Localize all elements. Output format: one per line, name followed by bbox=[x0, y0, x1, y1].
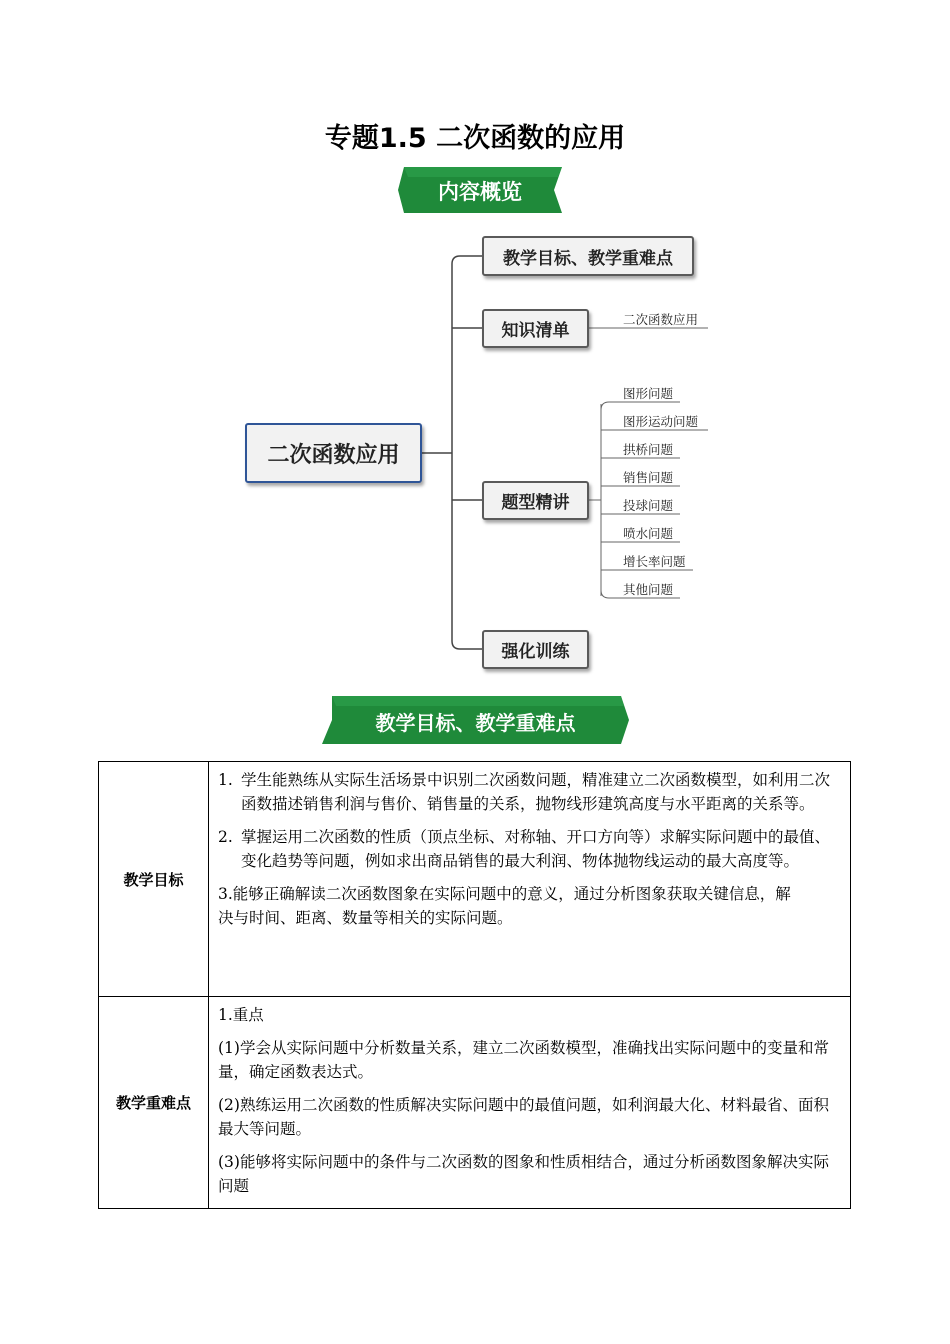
leaf-question-type: 喷水问题 bbox=[623, 526, 674, 541]
row-label-goals: 教学目标 bbox=[99, 762, 209, 997]
leaf-question-type: 拱桥问题 bbox=[623, 442, 674, 457]
paragraph: (3)能够将实际问题中的条件与二次函数的图象和性质相结合，通过分析函数图象解决实际问题 bbox=[218, 1153, 829, 1195]
overview-banner-label: 内容概览 bbox=[438, 180, 522, 204]
item-text: 掌握运用二次函数的性质（顶点坐标、对称轴、开口方向等）求解实际问题中的最值、变化趋势等问题，例如求出商品销售的最大利润、物体抛物线运动的最大高度等。 bbox=[241, 828, 831, 870]
table-row bbox=[99, 762, 851, 997]
branch-goals-node: 教学目标、教学重难点 bbox=[482, 236, 694, 276]
page-title: 专题1.5 二次函数的应用 bbox=[324, 123, 626, 154]
row-label-key-points: 教学重难点 bbox=[99, 997, 209, 1209]
branch-question-types-node: 题型精讲 bbox=[482, 481, 589, 520]
key-points-content bbox=[209, 997, 851, 1209]
paragraph: (2)熟练运用二次函数的性质解决实际问题中的最值问题，如利润最大化、材料最省、面积最大等问题。 bbox=[218, 1096, 829, 1138]
paragraph: (1)学会从实际问题中分析数量关系，建立二次函数模型，准确找出实际问题中的变量和常量，确定函数表达式。 bbox=[218, 1039, 829, 1081]
branch-training-node: 强化训练 bbox=[482, 630, 589, 669]
list-item bbox=[218, 768, 836, 816]
leaf-question-type: 增长率问题 bbox=[623, 554, 686, 569]
item-number: 1. bbox=[218, 771, 233, 789]
list-item bbox=[218, 825, 836, 873]
goals-table bbox=[98, 761, 851, 1209]
leaf-question-type: 销售问题 bbox=[623, 470, 674, 485]
mindmap-root-node: 二次函数应用 bbox=[245, 423, 422, 483]
goals-banner-label: 教学目标、教学重难点 bbox=[375, 711, 576, 735]
branch-knowledge-node: 知识清单 bbox=[482, 309, 589, 348]
leaf-question-type: 图形问题 bbox=[623, 386, 674, 401]
goals-banner bbox=[322, 696, 629, 744]
leaf-knowledge-item: 二次函数应用 bbox=[623, 312, 699, 327]
item-text: 学生能熟练从实际生活场景中识别二次函数问题，精准建立二次函数模型，如利用二次函数描述销售利润与售价、销售量的关系，抛物线形建筑高度与水平距离的关系等。 bbox=[241, 771, 831, 813]
goals-content bbox=[209, 762, 851, 997]
table-row bbox=[99, 997, 851, 1209]
paragraph: 1.重点 bbox=[218, 1006, 264, 1024]
leaf-question-type: 其他问题 bbox=[623, 582, 674, 597]
item-number: 2. bbox=[218, 828, 233, 846]
leaf-question-type: 投球问题 bbox=[623, 498, 674, 513]
leaf-question-type: 图形运动问题 bbox=[623, 414, 699, 429]
paragraph: 3.能够正确解读二次函数图象在实际问题中的意义，通过分析图象获取关键信息，解决与时间、距离、数量等相关的实际问题。 bbox=[218, 885, 791, 927]
